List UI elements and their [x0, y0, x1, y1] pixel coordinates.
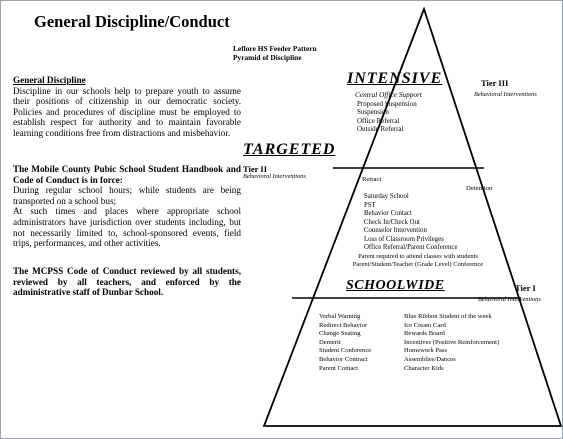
list-item: Proposed Suspension	[357, 100, 417, 108]
tier-1-label: Tier I	[515, 283, 536, 293]
handbook-line-1: During regular school hours; while students are being transported on a school bus;	[13, 185, 241, 206]
targeted-list	[364, 193, 457, 253]
list-item: Student Conference	[319, 347, 372, 355]
tier-2-label: Tier II	[243, 164, 268, 174]
tier-2-sublabel: Behavioral Interventions	[243, 173, 306, 180]
list-item: Parent/Student/Teacher (Grade Level) Conference	[352, 261, 484, 269]
page-title: General Discipline/Conduct	[34, 12, 230, 31]
intensive-heading: INTENSIVE	[347, 70, 443, 87]
central-office-support: Central Office Support	[355, 90, 422, 99]
tier-3-label: Tier III	[481, 78, 509, 88]
tier-3-sublabel: Behavioral Interventions	[474, 91, 537, 98]
list-item: Check In/Check Out	[364, 218, 420, 226]
general-discipline-heading: General Discipline	[13, 75, 86, 85]
list-item: Homework Pass	[404, 347, 448, 355]
list-item: Counselor Intervention	[364, 227, 427, 234]
code-statement: The MCPSS Code of Conduct reviewed by all students, reviewed by all teachers, and enforced by the administrative staff of Dunbar School.	[13, 266, 241, 298]
list-item: Office Referral	[357, 116, 400, 125]
list-item: PST	[364, 201, 376, 209]
list-item: Blue Ribbon Student of the week	[404, 313, 492, 320]
targeted-wide-list	[327, 253, 509, 269]
list-item: Office Referral/Parent Conference	[364, 244, 458, 251]
schoolwide-heading: SCHOOLWIDE	[346, 278, 445, 293]
detention-label: Detention	[466, 185, 493, 192]
list-item: Rewards Board	[404, 330, 445, 338]
general-discipline-body: Discipline in our schools help to prepare youth to assume their positions of citizenship in our democratic society. Policies and procedures of discipline must be employed to establish respect for authority and to maintain favorable learning conditions free from distractions and misbehavior.	[13, 85, 241, 138]
list-item: Saturday School	[364, 193, 409, 200]
list-item: Assemblies/Dances	[404, 355, 456, 363]
list-item: Change Seating	[319, 330, 361, 338]
list-item: Behavior Contact	[364, 210, 412, 217]
tier-1-sublabel: Behavioral Interventions	[478, 296, 541, 303]
targeted-heading: TARGETED	[243, 141, 336, 158]
list-item: Verbal Warning	[319, 313, 361, 320]
list-item: Suspension	[357, 108, 389, 117]
handbook-line-2: At such times and places where appropriate school administrators have jurisdiction over students including, but not necessarily limited to, school-sponsored events, field trips, performances, and other activities.	[13, 206, 241, 249]
handbook-heading: The Mobile County Pubic School Student Handbook and Code of Conduct is in force:	[13, 164, 241, 185]
list-item: Parent required to attend classes with students	[358, 253, 478, 260]
pyramid-caption	[233, 44, 353, 62]
schoolwide-right-list	[404, 313, 499, 373]
list-item: Loss of Classroom Privileges	[364, 235, 444, 243]
list-item: Outside Referral	[357, 125, 404, 134]
pyramid-caption-line-1: Leflore HS Feeder Pattern	[233, 44, 317, 53]
list-item: Redirect Behavior	[319, 321, 368, 329]
list-item: Behavior Contract	[319, 355, 368, 363]
intensive-list	[357, 100, 417, 134]
list-item: Demerit	[319, 338, 341, 346]
retract-label: Retract	[362, 176, 382, 183]
list-item: Incentives (Positive Reinforcement)	[404, 338, 500, 346]
schoolwide-left-list	[319, 313, 371, 373]
list-item: Character Kids	[404, 364, 444, 372]
list-item: Ice Cream Card	[404, 321, 446, 329]
list-item: Parent Contact	[319, 364, 359, 372]
pyramid-caption-line-2: Pyramid of Discipline	[233, 53, 302, 62]
